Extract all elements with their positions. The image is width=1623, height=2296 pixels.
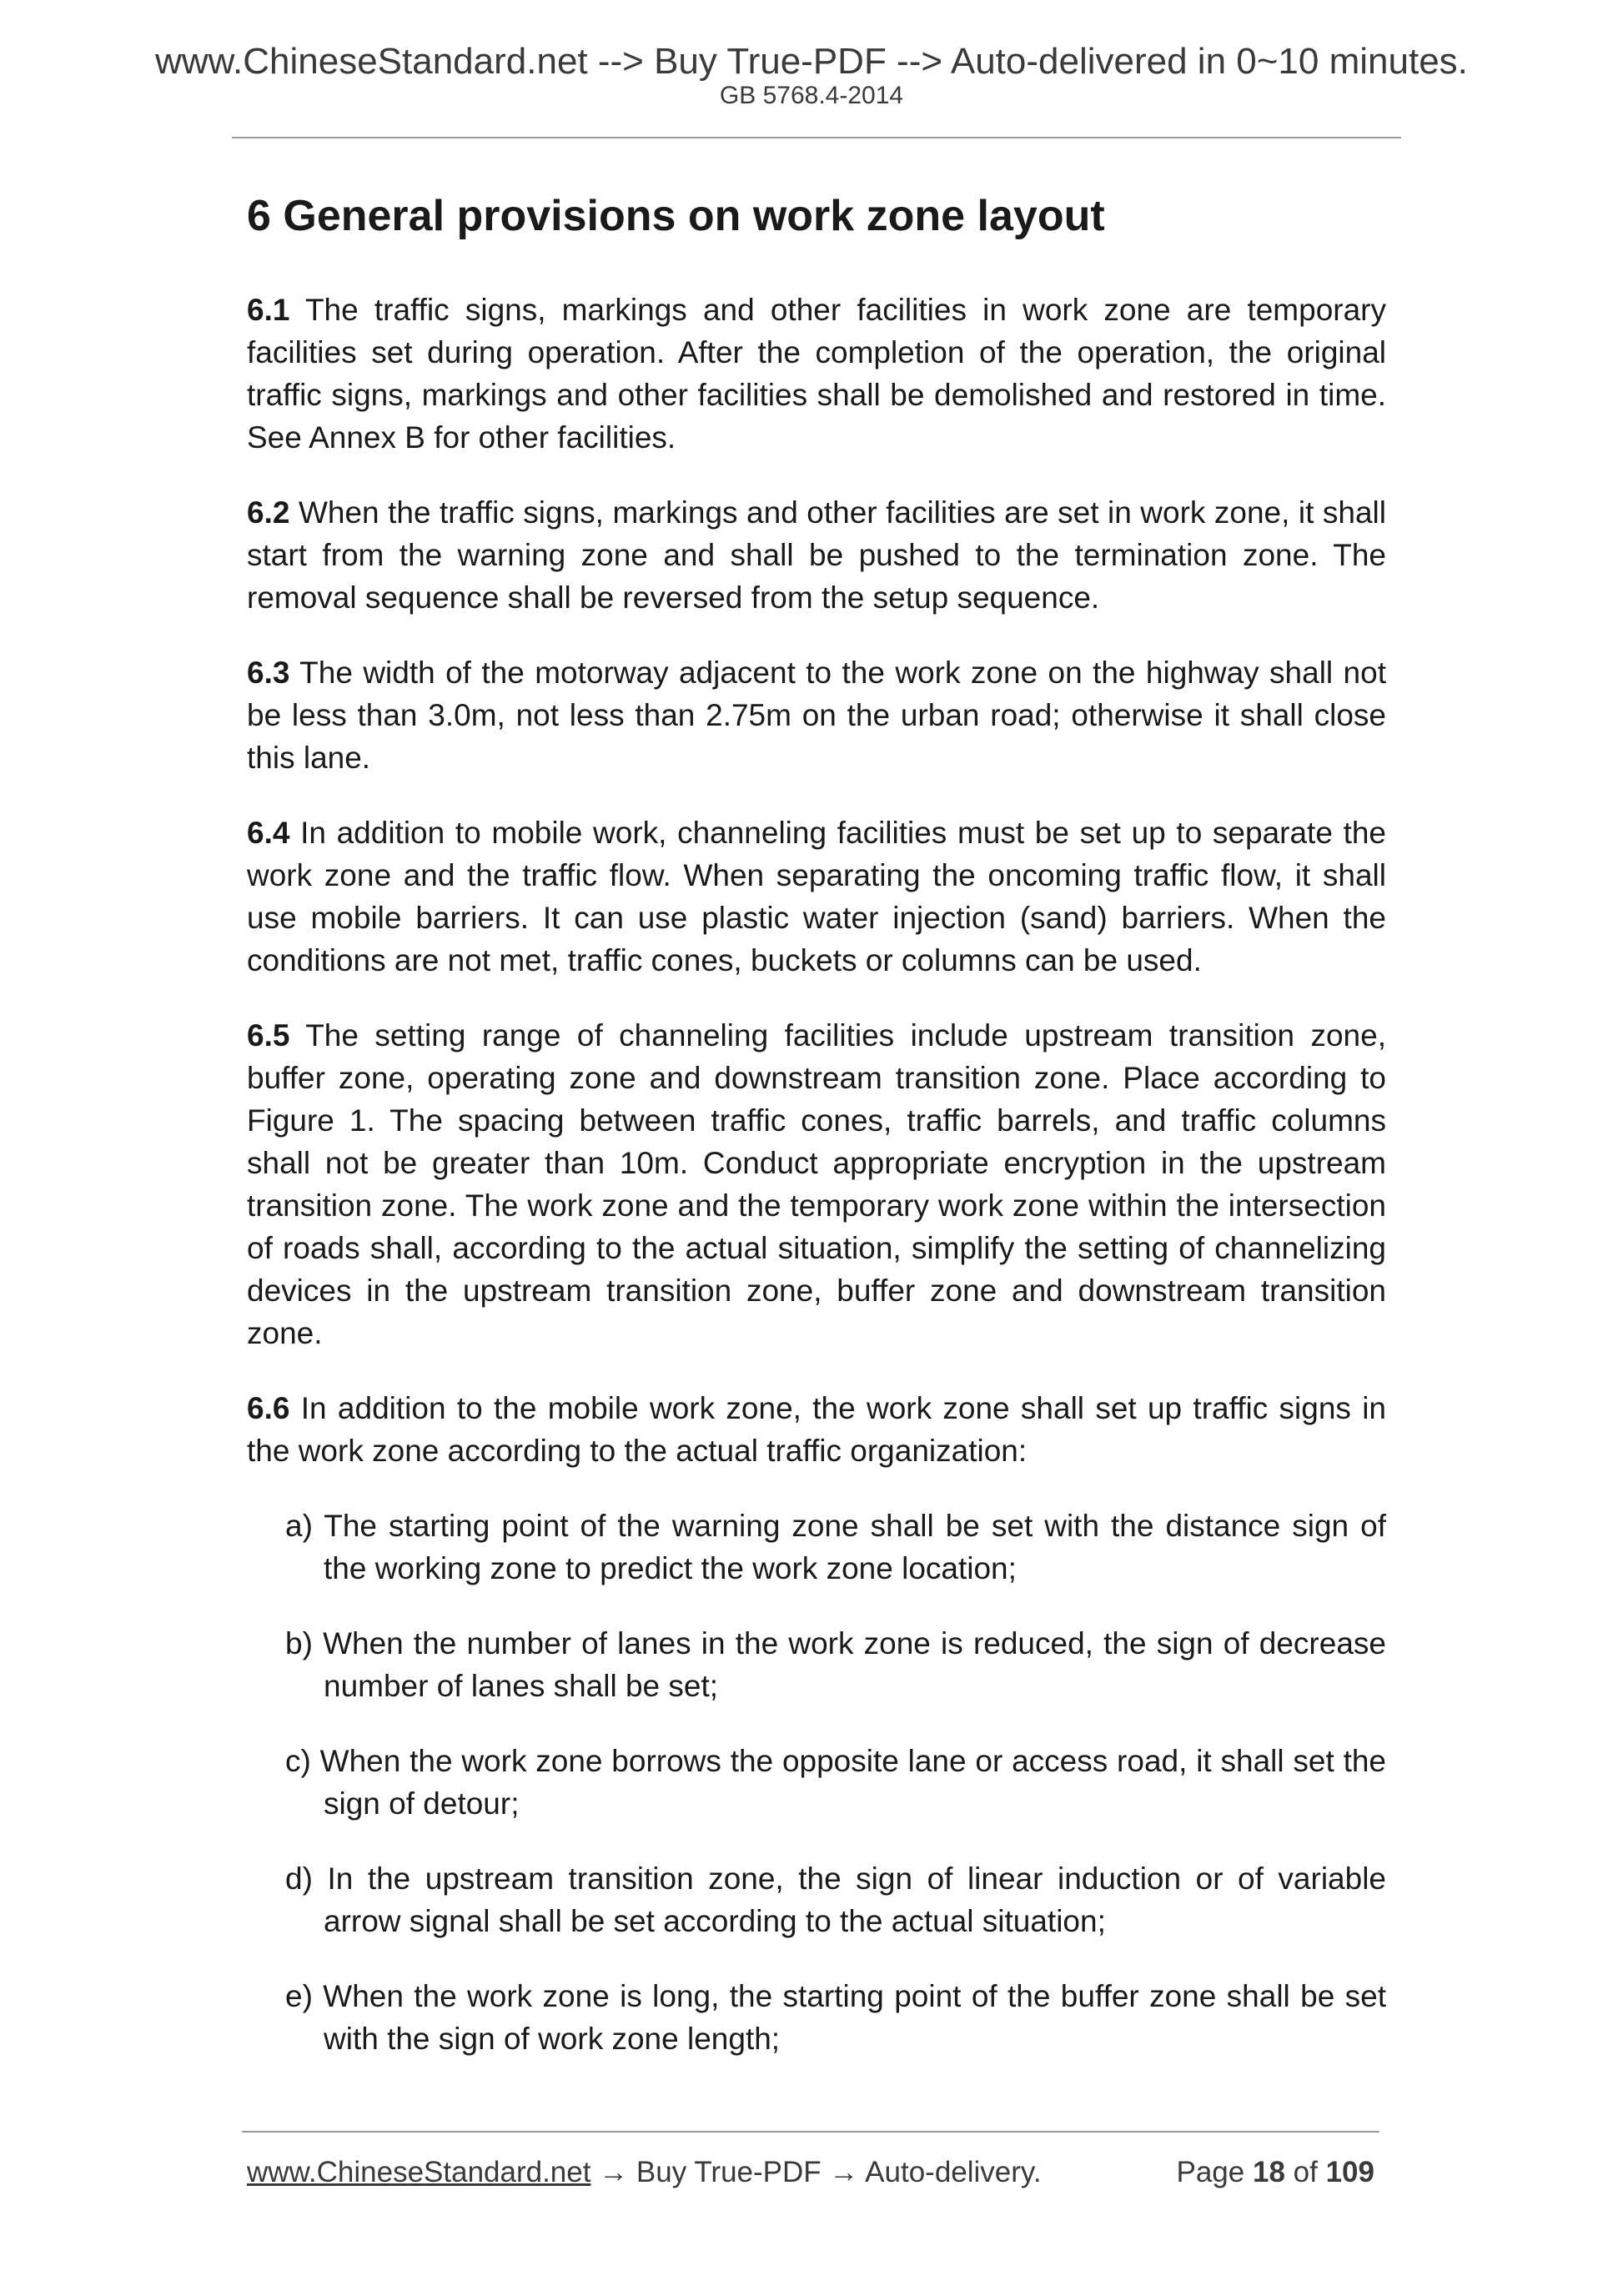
clause-6-5 — [247, 1014, 1386, 1354]
list-label: a) — [285, 1509, 313, 1544]
of-label: of — [1293, 2156, 1318, 2188]
list-label: d) — [285, 1861, 313, 1897]
clause-6-4 — [247, 811, 1386, 982]
clause-6-2 — [247, 491, 1386, 619]
clause-number: 6.1 — [247, 293, 290, 328]
list-text: When the work zone is long, the starting point of the buffer zone shall be set with the sign of work zone length; — [323, 1979, 1386, 2057]
site-banner: www.ChineseStandard.net --> Buy True-PDF --> Auto-delivered in 0~10 minutes. — [155, 41, 1468, 82]
clause-text: In addition to mobile work, channeling facilities must be set up to separate the work zone and the traffic flow. When separating the oncoming traffic flow, it shall use mobile barriers. It can use plastic water injection (sand) barriers. When the conditions are not met, traffic cones, buckets or columns can be used. — [247, 816, 1387, 978]
clause-number: 6.6 — [247, 1391, 290, 1426]
footer-site-link[interactable]: www.ChineseStandard.net — [247, 2156, 591, 2188]
list-text: When the number of lanes in the work zone is reduced, the sign of decrease number of lanes shall be set; — [323, 1626, 1386, 1704]
clause-text: The setting range of channeling facilities include upstream transition zone, buffer zone, operating zone and downstream transition zone. Place according to Figure 1. The spacing between traffic cones, traffic barrels, and traffic columns shall not be greater than 10m. Conduct appropriate encryption in the upstream transition zone. The work zone and the temporary work zone within the intersection of roads shall, according to the actual situation, simplify the setting of channelizing devices in the upstream transition zone, buffer zone and downstream transition zone. — [247, 1018, 1386, 1351]
page-current: 18 — [1252, 2156, 1285, 2188]
page-content — [247, 190, 1386, 2093]
page-total: 109 — [1325, 2156, 1374, 2188]
list-label: b) — [285, 1626, 313, 1661]
page-label: Page — [1176, 2156, 1245, 2188]
list-label: e) — [285, 1979, 313, 2014]
clause-6-1 — [247, 289, 1386, 459]
clause-number: 6.3 — [247, 656, 290, 691]
clause-number: 6.2 — [247, 495, 290, 530]
clause-6-3 — [247, 651, 1386, 779]
list-item-b — [285, 1622, 1386, 1707]
footer-tagline: → Buy True-PDF → Auto-delivery. — [599, 2156, 1042, 2188]
list-item-d — [285, 1857, 1386, 1942]
clause-text: In addition to the mobile work zone, the work zone shall set up traffic signs in the work zone according to the actual traffic organization: — [247, 1391, 1386, 1469]
header-divider — [232, 137, 1401, 138]
clause-6-6 — [247, 1387, 1386, 1472]
list-item-a — [285, 1505, 1386, 1590]
clause-text: The width of the motorway adjacent to the work zone on the highway shall not be less than 3.0m, not less than 2.75m on the urban road; otherwise it shall close this lane. — [247, 656, 1386, 776]
list-text: The starting point of the warning zone shall be set with the distance sign of the working zone to predict the work zone location; — [324, 1509, 1386, 1586]
list-item-c — [285, 1740, 1386, 1825]
standard-number: GB 5768.4-2014 — [719, 82, 904, 109]
list-text: When the work zone borrows the opposite lane or access road, it shall set the sign of detour; — [319, 1744, 1386, 1821]
clause-number: 6.4 — [247, 816, 290, 851]
page-counter — [1177, 2158, 1375, 2187]
clause-text: The traffic signs, markings and other facilities in work zone are temporary facilities set during operation. After the completion of the operation, the original traffic signs, markings and other facilities shall be demolished and restored in time. See Annex B for other facilities. — [247, 293, 1386, 455]
footer-divider — [242, 2131, 1379, 2133]
list-item-e — [285, 1975, 1386, 2060]
clause-text: When the traffic signs, markings and other facilities are set in work zone, it shall start from the warning zone and shall be pushed to the termination zone. The removal sequence shall be reversed from the setup sequence. — [247, 495, 1386, 615]
list-text: In the upstream transition zone, the sign of linear induction or of variable arrow signal shall be set according to the actual situation; — [324, 1861, 1386, 1939]
list-label: c) — [285, 1744, 311, 1779]
footer-promo — [247, 2158, 1042, 2187]
section-title: 6 General provisions on work zone layout — [247, 192, 1105, 240]
clause-number: 6.5 — [247, 1018, 290, 1053]
